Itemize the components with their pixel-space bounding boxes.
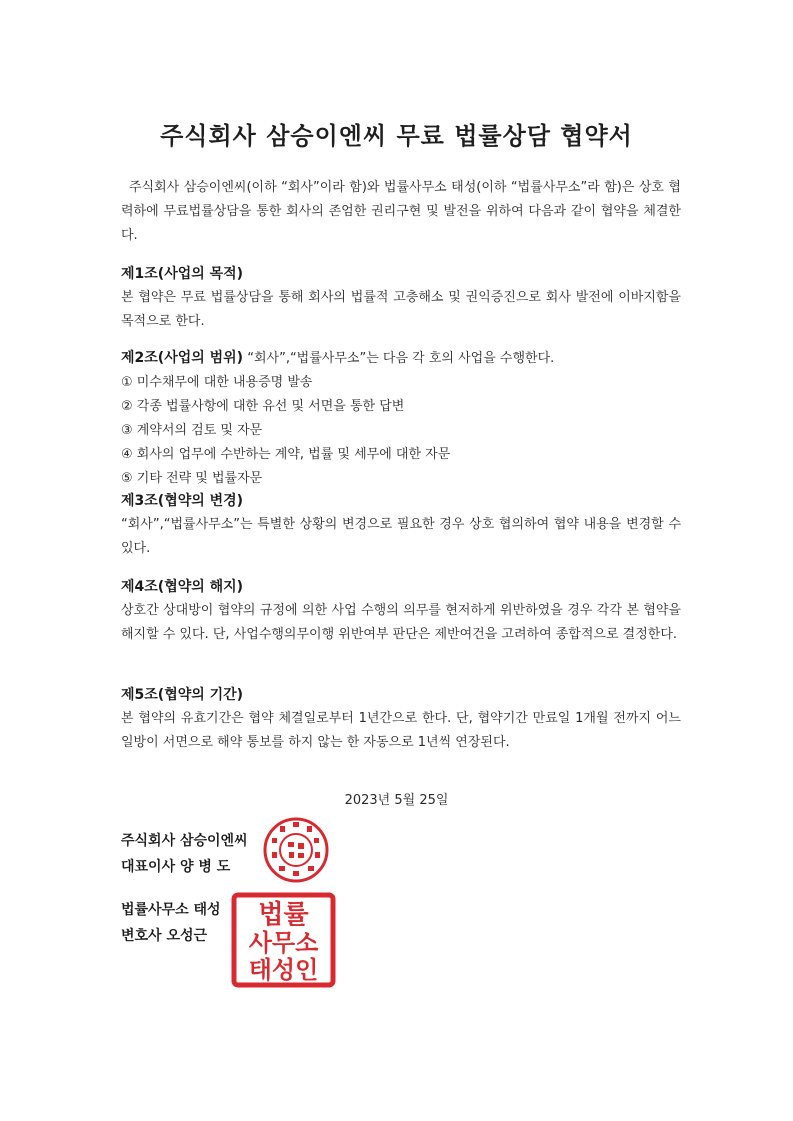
- article-5-body: 본 협약의 유효기간은 협약 체결일로부터 1년간으로 한다. 단, 협약기간 만료일 1개월 전까지 어느 일방이 서면으로 해약 통보를 하지 않는 한 자동으로 1년씩 연장된다.: [121, 711, 681, 750]
- party-law-office-attorney: 변호사 오성근: [121, 928, 208, 944]
- law-office-seal-icon: [231, 892, 336, 988]
- party-company: [121, 828, 248, 880]
- signing-date: 2023년 5월 25일: [344, 793, 449, 808]
- party-law-office: [121, 897, 221, 949]
- list-item: ④ 회사의 업무에 수반하는 계약, 법률 및 세무에 대한 자문: [121, 447, 451, 462]
- intro-paragraph: 주식회사 삼승이엔씨(이하 “회사”이라 함)와 법률사무소 태성(이하 “법률사무소”라 함)은 상호 협력하에 무료법률상담을 통한 회사의 존엄한 권리구현 및 발전을 위하여 다음과 같이 협약을 체결한다.: [121, 180, 681, 243]
- article-1: [121, 262, 681, 334]
- article-3-body: “회사”,“법률사무소”는 특별한 상황의 변경으로 필요한 경우 상호 협의하여 협약 내용을 변경할 수 있다.: [121, 517, 681, 556]
- article-3-heading: 제3조(협약의 변경): [121, 493, 244, 509]
- party-company-name: 주식회사 삼승이엔씨: [121, 833, 248, 849]
- list-item: ⑤ 기타 전략 및 법률자문: [121, 471, 263, 486]
- article-4: [121, 575, 681, 647]
- article-2-intro-line: [121, 346, 681, 371]
- company-seal-icon: [262, 816, 330, 884]
- list-item: ① 미수채무에 대한 내용증명 발송: [121, 375, 313, 390]
- list-item: ③ 계약서의 검토 및 자문: [121, 423, 263, 438]
- article-5: [121, 683, 681, 755]
- article-2: [121, 346, 681, 491]
- party-law-office-name: 법률사무소 태성: [121, 902, 221, 918]
- list-item: ② 각종 법률사항에 대한 유선 및 서면을 통한 답변: [121, 399, 405, 414]
- article-2-heading: 제2조(사업의 범위): [121, 350, 244, 366]
- article-3: [121, 489, 681, 561]
- article-1-heading: 제1조(사업의 목적): [121, 266, 244, 282]
- seal-line-2: 사무소: [248, 929, 319, 957]
- article-5-heading: 제5조(협약의 기간): [121, 687, 244, 703]
- article-2-body: “회사”,“법률사무소”는 다음 각 호의 사업을 수행한다.: [247, 351, 555, 366]
- article-1-body: 본 협약은 무료 법률상담을 통해 회사의 법률적 고충해소 및 권익증진으로 회사 발전에 이바지함을 목적으로 한다.: [121, 290, 681, 329]
- article-4-heading: 제4조(협약의 해지): [121, 579, 244, 595]
- article-2-item-list: [121, 371, 681, 491]
- article-4-body: 상호간 상대방이 협약의 규정에 의한 사업 수행의 의무를 현저하게 위반하였을 경우 각각 본 협약을 해지할 수 있다. 단, 사업수행의무이행 위반여부 판단은 제반여건을 고려하여 종합적으로 결정한다.: [121, 603, 681, 642]
- document-title: 주식회사 삼승이엔씨 무료 법률상담 협약서: [160, 122, 633, 150]
- seal-line-1: 법률: [258, 900, 309, 930]
- seal-line-3: 태성인: [248, 956, 319, 984]
- party-company-representative: 대표이사 양 병 도: [121, 859, 231, 875]
